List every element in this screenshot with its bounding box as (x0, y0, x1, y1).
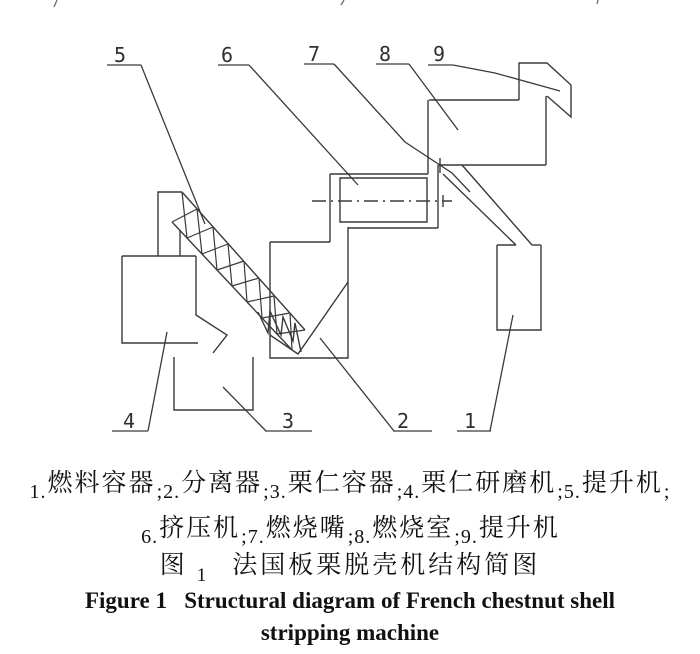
part-label-2 (320, 338, 432, 431)
legend-num: ;4. (396, 481, 421, 503)
part-label-7 (304, 64, 470, 192)
legend-label: 挤压机 (159, 515, 241, 542)
part-number-1: 1 (464, 409, 477, 433)
legend-num: ;2. (156, 481, 181, 503)
combustion-chamber (428, 96, 546, 174)
part-number-5: 5 (114, 43, 127, 67)
legend-label: 分离器 (181, 470, 263, 497)
elevator-duct (172, 192, 305, 350)
page-edge-text-fragments (54, 0, 598, 7)
leader-line (453, 65, 560, 91)
leader-line (223, 387, 266, 431)
kernel-container (174, 357, 253, 410)
caption-zh-title: 法国板栗脱壳机结构简图 (232, 552, 541, 579)
part-number-digits (114, 42, 476, 433)
legend-label: 燃烧室 (372, 515, 454, 542)
leader-line (148, 332, 167, 431)
legend-num: ;3. (263, 481, 287, 503)
part-number-8: 8 (379, 42, 392, 66)
grinder-body (122, 192, 227, 353)
part-number-9: 9 (433, 42, 446, 66)
leader-line (490, 315, 513, 431)
leader-line (141, 65, 205, 224)
part-label-6 (218, 65, 358, 185)
elevator-outlet-hook (519, 63, 571, 117)
caption-chinese (0, 545, 700, 586)
part-label-3 (223, 387, 312, 431)
part-label-8 (376, 64, 458, 130)
legend-num: ;9. (454, 526, 478, 548)
legend-num: ;8. (347, 526, 372, 548)
legend-label: 栗仁容器 (287, 470, 396, 497)
legend-label: 燃烧嘴 (265, 515, 347, 542)
leader-line (334, 64, 470, 192)
caption-zh-fig: 图 (159, 552, 187, 579)
caption-english-line2: stripping machine (260, 620, 440, 645)
legend-label: 栗仁研磨机 (421, 470, 557, 497)
part-label-4 (112, 332, 167, 431)
part-number-4: 4 (123, 409, 136, 433)
legend-label: 燃料容器 (47, 470, 156, 497)
part-label-5 (107, 65, 205, 224)
legend-num: 6. (141, 526, 159, 548)
fuel-container (497, 245, 541, 330)
legend-trailing-semicolon: ; (663, 481, 671, 503)
leader-line (320, 338, 394, 431)
legend-label: 提升机 (478, 515, 560, 542)
leader-line (409, 64, 458, 130)
elevator-hatching (172, 192, 305, 350)
legend-num: ;5. (557, 481, 581, 503)
legend-row-2 (0, 508, 700, 548)
part-label-9 (428, 65, 560, 91)
legend-num: ;7. (241, 526, 265, 548)
caption-english-line1: Figure 1 Structural diagram of French chestnut shell (84, 588, 616, 613)
part-number-6: 6 (221, 43, 234, 67)
part-number-3: 3 (282, 409, 295, 433)
extruder-body (312, 158, 452, 242)
part-number-2: 2 (397, 409, 410, 433)
part-number-7: 7 (308, 42, 321, 66)
leader-line (249, 65, 358, 185)
caption-zh-number: 1 (196, 565, 207, 586)
legend-num: 1. (29, 481, 47, 503)
legend-label: 提升机 (581, 470, 663, 497)
legend-row-1 (0, 463, 700, 503)
